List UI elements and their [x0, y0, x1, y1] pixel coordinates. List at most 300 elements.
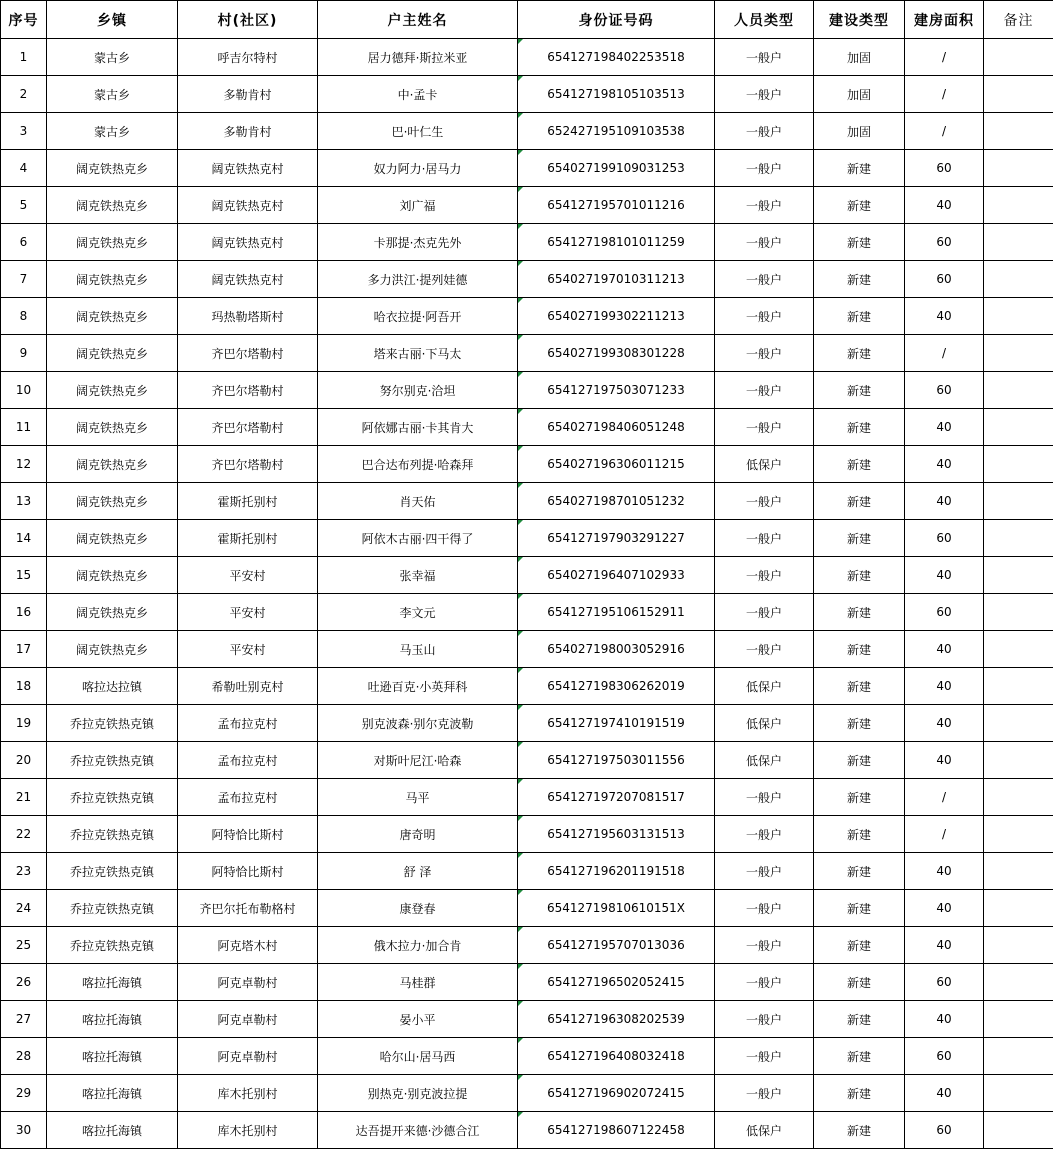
- table-row: [1, 76, 1053, 113]
- table-row: [1, 261, 1053, 298]
- cell-build-type: 新建: [814, 631, 905, 668]
- table-row: [1, 927, 1053, 964]
- cell-build-type: 新建: [814, 779, 905, 816]
- table-row: [1, 964, 1053, 1001]
- cell-village: 平安村: [178, 594, 318, 631]
- cell-village: 阔克铁热克村: [178, 187, 318, 224]
- cell-township: 阔克铁热克乡: [47, 261, 178, 298]
- table-row: [1, 1112, 1053, 1149]
- cell-id-number: 654127195106152911: [518, 594, 715, 631]
- text-number-flag-icon: [518, 224, 523, 229]
- table-row: [1, 557, 1053, 594]
- cell-area: /: [905, 39, 984, 76]
- cell-village: 霍斯托别村: [178, 483, 318, 520]
- cell-village: 呼吉尔特村: [178, 39, 318, 76]
- text-number-flag-icon: [518, 150, 523, 155]
- cell-note: [984, 372, 1053, 409]
- cell-note: [984, 150, 1053, 187]
- cell-householder: 阿依木古丽·四干得了: [318, 520, 518, 557]
- cell-village: 孟布拉克村: [178, 742, 318, 779]
- cell-householder: 晏小平: [318, 1001, 518, 1038]
- cell-area: 40: [905, 890, 984, 927]
- cell-note: [984, 816, 1053, 853]
- cell-township: 喀拉托海镇: [47, 1112, 178, 1149]
- cell-township: 阔克铁热克乡: [47, 483, 178, 520]
- table-row: [1, 1001, 1053, 1038]
- cell-village: 阔克铁热克村: [178, 261, 318, 298]
- table-row: [1, 816, 1053, 853]
- text-number-flag-icon: [518, 890, 523, 895]
- cell-build-type: 新建: [814, 150, 905, 187]
- cell-id-number: 654027196407102933: [518, 557, 715, 594]
- cell-id-number: 654027199109031253: [518, 150, 715, 187]
- cell-id-number: 654127198105103513: [518, 76, 715, 113]
- cell-householder: 奴力阿力·居马力: [318, 150, 518, 187]
- cell-note: [984, 1001, 1053, 1038]
- cell-village: 阔克铁热克村: [178, 150, 318, 187]
- text-number-flag-icon: [518, 1075, 523, 1080]
- cell-build-type: 新建: [814, 964, 905, 1001]
- text-number-flag-icon: [518, 187, 523, 192]
- cell-township: 乔拉克铁热克镇: [47, 705, 178, 742]
- cell-person-type: 低保户: [715, 1112, 814, 1149]
- cell-seq: 26: [1, 964, 47, 1001]
- text-number-flag-icon: [518, 853, 523, 858]
- cell-area: 40: [905, 187, 984, 224]
- cell-village: 齐巴尔塔勒村: [178, 335, 318, 372]
- cell-id-number: 654027197010311213: [518, 261, 715, 298]
- cell-township: 喀拉达拉镇: [47, 668, 178, 705]
- cell-id-number: 654027199308301228: [518, 335, 715, 372]
- cell-village: 平安村: [178, 557, 318, 594]
- cell-village: 阔克铁热克村: [178, 224, 318, 261]
- cell-seq: 24: [1, 890, 47, 927]
- cell-area: 60: [905, 520, 984, 557]
- cell-seq: 3: [1, 113, 47, 150]
- cell-area: 60: [905, 1112, 984, 1149]
- cell-area: 40: [905, 705, 984, 742]
- cell-seq: 19: [1, 705, 47, 742]
- cell-person-type: 一般户: [715, 298, 814, 335]
- cell-seq: 28: [1, 1038, 47, 1075]
- text-number-flag-icon: [518, 335, 523, 340]
- cell-householder: 居力德拜·斯拉米亚: [318, 39, 518, 76]
- cell-householder: 刘广福: [318, 187, 518, 224]
- cell-id-number: 654027196306011215: [518, 446, 715, 483]
- cell-person-type: 一般户: [715, 372, 814, 409]
- cell-village: 齐巴尔塔勒村: [178, 372, 318, 409]
- cell-householder: 马平: [318, 779, 518, 816]
- cell-village: 多勒肯村: [178, 76, 318, 113]
- cell-build-type: 新建: [814, 1001, 905, 1038]
- cell-note: [984, 594, 1053, 631]
- cell-township: 蒙古乡: [47, 76, 178, 113]
- cell-id-number: 654127196902072415: [518, 1075, 715, 1112]
- cell-build-type: 新建: [814, 557, 905, 594]
- cell-person-type: 一般户: [715, 39, 814, 76]
- cell-householder: 哈尔山·居马西: [318, 1038, 518, 1075]
- cell-id-number: 654027198406051248: [518, 409, 715, 446]
- table-body: [1, 39, 1053, 1149]
- table-row: [1, 668, 1053, 705]
- cell-seq: 11: [1, 409, 47, 446]
- cell-person-type: 一般户: [715, 261, 814, 298]
- cell-area: 40: [905, 853, 984, 890]
- cell-note: [984, 113, 1053, 150]
- cell-village: 阿特恰比斯村: [178, 853, 318, 890]
- text-number-flag-icon: [518, 39, 523, 44]
- cell-build-type: 新建: [814, 742, 905, 779]
- cell-seq: 7: [1, 261, 47, 298]
- cell-person-type: 低保户: [715, 705, 814, 742]
- cell-person-type: 一般户: [715, 409, 814, 446]
- table-row: [1, 113, 1053, 150]
- text-number-flag-icon: [518, 520, 523, 525]
- cell-seq: 2: [1, 76, 47, 113]
- table-row: [1, 631, 1053, 668]
- cell-township: 乔拉克铁热克镇: [47, 742, 178, 779]
- cell-person-type: 一般户: [715, 594, 814, 631]
- cell-id-number: 654127197903291227: [518, 520, 715, 557]
- cell-village: 齐巴尔塔勒村: [178, 446, 318, 483]
- cell-build-type: 新建: [814, 372, 905, 409]
- cell-id-number: 654127198306262019: [518, 668, 715, 705]
- cell-build-type: 加固: [814, 76, 905, 113]
- cell-person-type: 一般户: [715, 890, 814, 927]
- cell-note: [984, 76, 1053, 113]
- cell-build-type: 新建: [814, 483, 905, 520]
- header-area: 建房面积: [905, 1, 984, 39]
- cell-note: [984, 742, 1053, 779]
- table-row: [1, 742, 1053, 779]
- cell-person-type: 一般户: [715, 1075, 814, 1112]
- cell-note: [984, 1038, 1053, 1075]
- cell-householder: 马玉山: [318, 631, 518, 668]
- cell-id-number: 654127197503071233: [518, 372, 715, 409]
- cell-note: [984, 668, 1053, 705]
- cell-township: 阔克铁热克乡: [47, 224, 178, 261]
- table-row: [1, 853, 1053, 890]
- cell-id-number: 654127195701011216: [518, 187, 715, 224]
- cell-note: [984, 261, 1053, 298]
- cell-build-type: 新建: [814, 261, 905, 298]
- text-number-flag-icon: [518, 964, 523, 969]
- cell-note: [984, 927, 1053, 964]
- table-row: [1, 372, 1053, 409]
- cell-township: 阔克铁热克乡: [47, 409, 178, 446]
- table-row: [1, 150, 1053, 187]
- cell-householder: 阿依娜古丽·卡其肯大: [318, 409, 518, 446]
- cell-id-number: 654127198101011259: [518, 224, 715, 261]
- cell-person-type: 一般户: [715, 76, 814, 113]
- cell-id-number: 654127195603131513: [518, 816, 715, 853]
- text-number-flag-icon: [518, 631, 523, 636]
- cell-id-number: 654027198701051232: [518, 483, 715, 520]
- cell-township: 喀拉托海镇: [47, 1038, 178, 1075]
- cell-seq: 16: [1, 594, 47, 631]
- cell-village: 阿特恰比斯村: [178, 816, 318, 853]
- cell-person-type: 一般户: [715, 964, 814, 1001]
- cell-seq: 6: [1, 224, 47, 261]
- cell-id-number: 65412719810610151X: [518, 890, 715, 927]
- cell-householder: 哈衣拉提·阿吾开: [318, 298, 518, 335]
- cell-township: 喀拉托海镇: [47, 964, 178, 1001]
- cell-township: 阔克铁热克乡: [47, 594, 178, 631]
- text-number-flag-icon: [518, 705, 523, 710]
- cell-seq: 29: [1, 1075, 47, 1112]
- cell-village: 孟布拉克村: [178, 705, 318, 742]
- cell-seq: 1: [1, 39, 47, 76]
- cell-note: [984, 224, 1053, 261]
- cell-village: 阿克卓勒村: [178, 1001, 318, 1038]
- table-row: [1, 705, 1053, 742]
- cell-area: 60: [905, 372, 984, 409]
- cell-householder: 肖天佑: [318, 483, 518, 520]
- cell-id-number: 654127198402253518: [518, 39, 715, 76]
- text-number-flag-icon: [518, 668, 523, 673]
- cell-build-type: 新建: [814, 298, 905, 335]
- cell-area: 40: [905, 927, 984, 964]
- cell-area: /: [905, 335, 984, 372]
- cell-householder: 吐逊百克·小英拜科: [318, 668, 518, 705]
- cell-householder: 巴·叶仁生: [318, 113, 518, 150]
- cell-id-number: 654127197410191519: [518, 705, 715, 742]
- cell-id-number: 654127195707013036: [518, 927, 715, 964]
- cell-id-number: 654127197503011556: [518, 742, 715, 779]
- cell-township: 阔克铁热克乡: [47, 335, 178, 372]
- cell-area: /: [905, 76, 984, 113]
- cell-person-type: 一般户: [715, 816, 814, 853]
- cell-householder: 康登春: [318, 890, 518, 927]
- cell-area: 40: [905, 668, 984, 705]
- table-row: [1, 446, 1053, 483]
- cell-seq: 20: [1, 742, 47, 779]
- cell-seq: 4: [1, 150, 47, 187]
- table-row: [1, 1075, 1053, 1112]
- text-number-flag-icon: [518, 261, 523, 266]
- cell-person-type: 低保户: [715, 742, 814, 779]
- cell-village: 库木托别村: [178, 1075, 318, 1112]
- text-number-flag-icon: [518, 76, 523, 81]
- table-row: [1, 1038, 1053, 1075]
- table-row: [1, 224, 1053, 261]
- cell-area: 60: [905, 1038, 984, 1075]
- cell-householder: 多力洪江·提列娃德: [318, 261, 518, 298]
- cell-seq: 9: [1, 335, 47, 372]
- text-number-flag-icon: [518, 557, 523, 562]
- cell-note: [984, 631, 1053, 668]
- cell-township: 阔克铁热克乡: [47, 298, 178, 335]
- cell-area: 40: [905, 483, 984, 520]
- cell-build-type: 新建: [814, 668, 905, 705]
- cell-village: 阿克塔木村: [178, 927, 318, 964]
- cell-seq: 13: [1, 483, 47, 520]
- text-number-flag-icon: [518, 1038, 523, 1043]
- cell-seq: 15: [1, 557, 47, 594]
- cell-person-type: 一般户: [715, 557, 814, 594]
- table-row: [1, 335, 1053, 372]
- cell-seq: 21: [1, 779, 47, 816]
- cell-township: 阔克铁热克乡: [47, 187, 178, 224]
- cell-householder: 巴合达布列提·哈森拜: [318, 446, 518, 483]
- cell-householder: 中·孟卡: [318, 76, 518, 113]
- cell-township: 阔克铁热克乡: [47, 557, 178, 594]
- header-seq: 序号: [1, 1, 47, 39]
- cell-id-number: 654027199302211213: [518, 298, 715, 335]
- cell-village: 阿克卓勒村: [178, 1038, 318, 1075]
- cell-id-number: 654127198607122458: [518, 1112, 715, 1149]
- table-row: [1, 187, 1053, 224]
- cell-seq: 22: [1, 816, 47, 853]
- cell-person-type: 一般户: [715, 520, 814, 557]
- cell-seq: 30: [1, 1112, 47, 1149]
- cell-build-type: 新建: [814, 1038, 905, 1075]
- cell-note: [984, 298, 1053, 335]
- cell-seq: 8: [1, 298, 47, 335]
- text-number-flag-icon: [518, 372, 523, 377]
- cell-village: 齐巴尔托布勒格村: [178, 890, 318, 927]
- text-number-flag-icon: [518, 927, 523, 932]
- cell-village: 霍斯托别村: [178, 520, 318, 557]
- cell-township: 乔拉克铁热克镇: [47, 853, 178, 890]
- cell-id-number: 654127196502052415: [518, 964, 715, 1001]
- cell-householder: 俄木拉力·加合肯: [318, 927, 518, 964]
- cell-build-type: 加固: [814, 113, 905, 150]
- header-note: 备注: [984, 1, 1053, 39]
- table-row: [1, 890, 1053, 927]
- cell-area: 60: [905, 224, 984, 261]
- table-row: [1, 779, 1053, 816]
- cell-township: 喀拉托海镇: [47, 1001, 178, 1038]
- cell-householder: 达吾提开来德·沙德合江: [318, 1112, 518, 1149]
- cell-id-number: 654127196408032418: [518, 1038, 715, 1075]
- cell-build-type: 新建: [814, 890, 905, 927]
- table-row: [1, 298, 1053, 335]
- cell-note: [984, 1112, 1053, 1149]
- text-number-flag-icon: [518, 446, 523, 451]
- cell-township: 阔克铁热克乡: [47, 520, 178, 557]
- cell-township: 阔克铁热克乡: [47, 372, 178, 409]
- header-row: [1, 1, 1053, 39]
- cell-seq: 10: [1, 372, 47, 409]
- text-number-flag-icon: [518, 483, 523, 488]
- cell-village: 多勒肯村: [178, 113, 318, 150]
- cell-note: [984, 890, 1053, 927]
- cell-person-type: 一般户: [715, 113, 814, 150]
- cell-seq: 5: [1, 187, 47, 224]
- cell-area: 60: [905, 261, 984, 298]
- cell-note: [984, 853, 1053, 890]
- text-number-flag-icon: [518, 594, 523, 599]
- cell-area: 40: [905, 446, 984, 483]
- cell-area: /: [905, 113, 984, 150]
- cell-householder: 别克波森·别尔克波勒: [318, 705, 518, 742]
- cell-township: 阔克铁热克乡: [47, 631, 178, 668]
- cell-township: 喀拉托海镇: [47, 1075, 178, 1112]
- cell-village: 希勒吐别克村: [178, 668, 318, 705]
- cell-seq: 14: [1, 520, 47, 557]
- text-number-flag-icon: [518, 409, 523, 414]
- cell-village: 平安村: [178, 631, 318, 668]
- cell-note: [984, 409, 1053, 446]
- cell-seq: 18: [1, 668, 47, 705]
- cell-person-type: 一般户: [715, 631, 814, 668]
- cell-person-type: 一般户: [715, 187, 814, 224]
- cell-person-type: 一般户: [715, 224, 814, 261]
- cell-note: [984, 779, 1053, 816]
- cell-note: [984, 446, 1053, 483]
- cell-area: 60: [905, 150, 984, 187]
- cell-person-type: 一般户: [715, 1001, 814, 1038]
- cell-person-type: 一般户: [715, 150, 814, 187]
- header-id-number: 身份证号码: [518, 1, 715, 39]
- cell-note: [984, 335, 1053, 372]
- cell-seq: 23: [1, 853, 47, 890]
- cell-build-type: 新建: [814, 446, 905, 483]
- cell-householder: 努尔别克·洽坦: [318, 372, 518, 409]
- cell-village: 齐巴尔塔勒村: [178, 409, 318, 446]
- cell-build-type: 新建: [814, 224, 905, 261]
- cell-note: [984, 483, 1053, 520]
- cell-build-type: 新建: [814, 1075, 905, 1112]
- cell-village: 孟布拉克村: [178, 779, 318, 816]
- cell-village: 阿克卓勒村: [178, 964, 318, 1001]
- cell-area: 40: [905, 742, 984, 779]
- cell-village: 玛热勒塔斯村: [178, 298, 318, 335]
- cell-area: 40: [905, 557, 984, 594]
- text-number-flag-icon: [518, 1112, 523, 1117]
- cell-householder: 张幸福: [318, 557, 518, 594]
- cell-note: [984, 1075, 1053, 1112]
- cell-township: 蒙古乡: [47, 113, 178, 150]
- cell-householder: 卡那提·杰克先外: [318, 224, 518, 261]
- cell-build-type: 新建: [814, 705, 905, 742]
- cell-area: 40: [905, 298, 984, 335]
- cell-householder: 唐奇明: [318, 816, 518, 853]
- cell-township: 乔拉克铁热克镇: [47, 890, 178, 927]
- text-number-flag-icon: [518, 298, 523, 303]
- cell-township: 阔克铁热克乡: [47, 150, 178, 187]
- cell-person-type: 一般户: [715, 927, 814, 964]
- cell-area: 40: [905, 409, 984, 446]
- cell-person-type: 一般户: [715, 853, 814, 890]
- cell-township: 乔拉克铁热克镇: [47, 816, 178, 853]
- cell-person-type: 一般户: [715, 335, 814, 372]
- cell-build-type: 新建: [814, 816, 905, 853]
- cell-build-type: 新建: [814, 187, 905, 224]
- cell-householder: 对斯叶尼江·哈森: [318, 742, 518, 779]
- cell-build-type: 新建: [814, 520, 905, 557]
- cell-person-type: 一般户: [715, 483, 814, 520]
- text-number-flag-icon: [518, 742, 523, 747]
- table-row: [1, 39, 1053, 76]
- cell-householder: 塔来古丽·下马太: [318, 335, 518, 372]
- cell-build-type: 新建: [814, 1112, 905, 1149]
- cell-id-number: 652427195109103538: [518, 113, 715, 150]
- cell-note: [984, 187, 1053, 224]
- cell-householder: 李文元: [318, 594, 518, 631]
- cell-householder: 舒 泽: [318, 853, 518, 890]
- cell-id-number: 654027198003052916: [518, 631, 715, 668]
- cell-note: [984, 520, 1053, 557]
- text-number-flag-icon: [518, 816, 523, 821]
- cell-seq: 25: [1, 927, 47, 964]
- cell-build-type: 新建: [814, 927, 905, 964]
- text-number-flag-icon: [518, 113, 523, 118]
- cell-person-type: 一般户: [715, 1038, 814, 1075]
- cell-build-type: 新建: [814, 335, 905, 372]
- cell-note: [984, 705, 1053, 742]
